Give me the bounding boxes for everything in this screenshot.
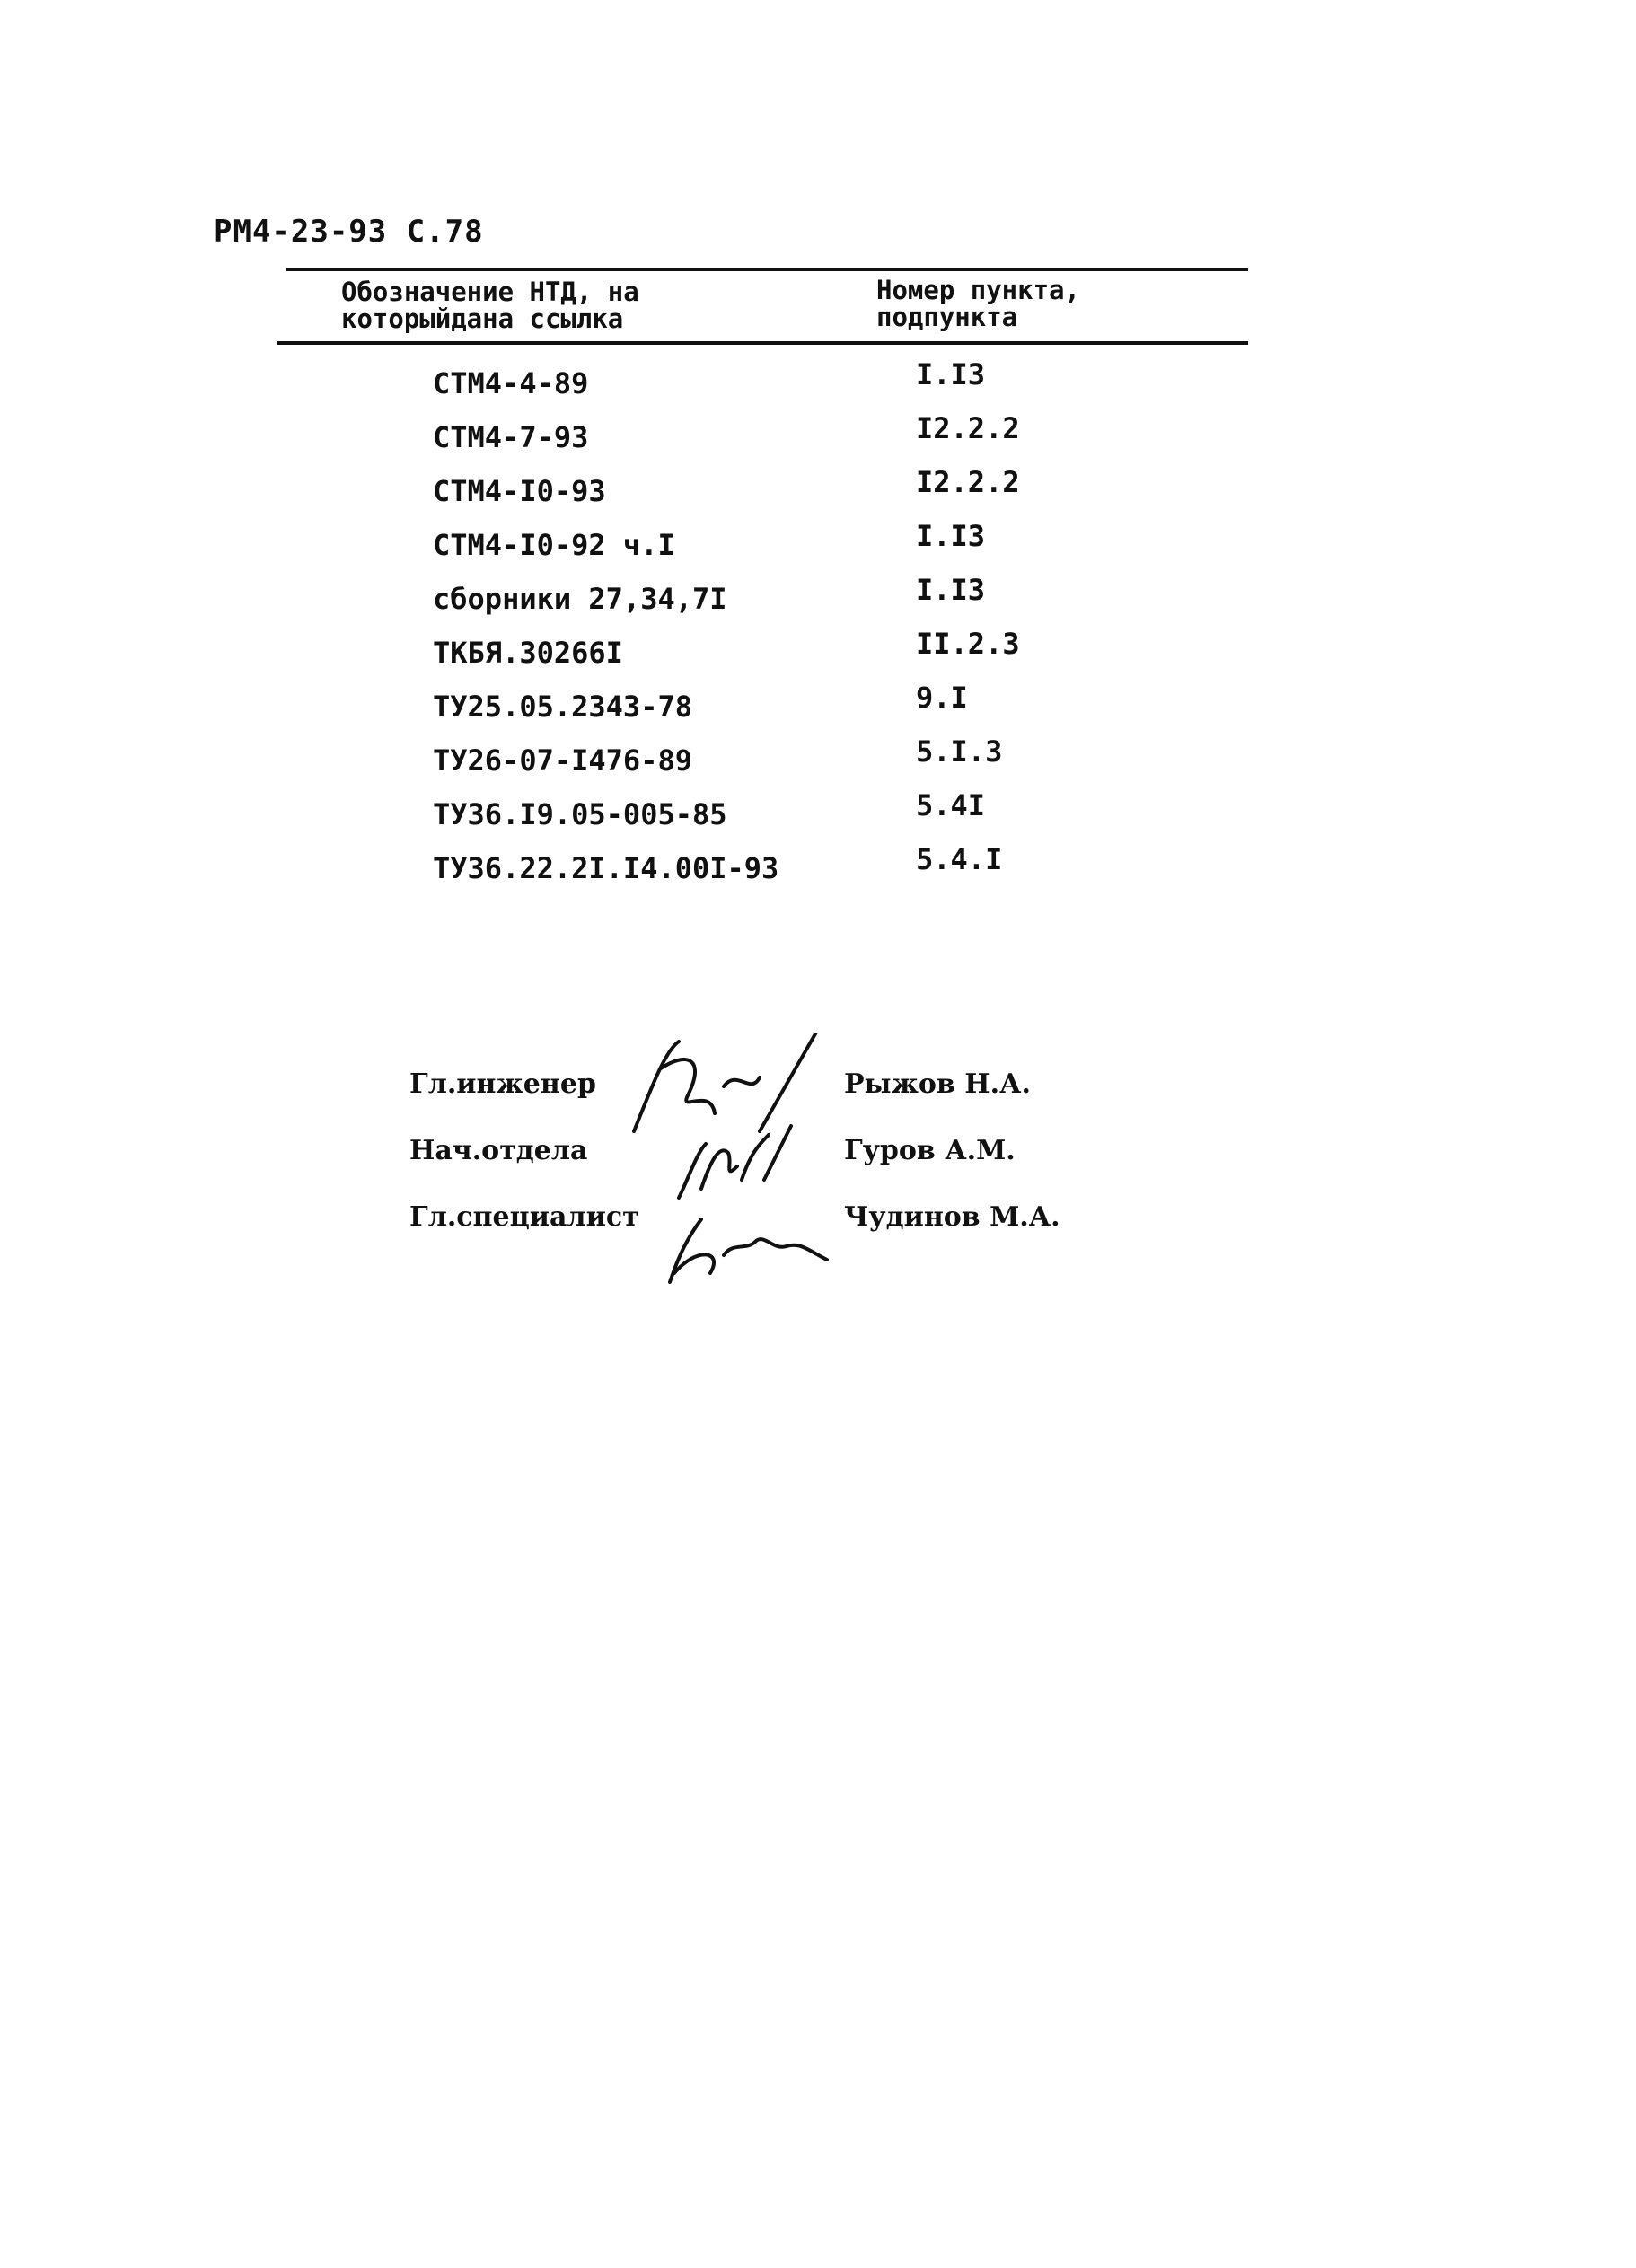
- document-designation: ТУ36.I9.05-005-85: [433, 797, 727, 831]
- table-row: [277, 515, 1248, 569]
- document-designation: СТМ4-I0-93: [433, 474, 606, 508]
- clause-number: II.2.3: [916, 627, 1020, 661]
- col-header-clause: Номер пункта, подпункта: [876, 275, 1080, 332]
- signature-block: [409, 1068, 1092, 1268]
- clause-number: 9.I: [916, 681, 968, 715]
- table-row: [277, 623, 1248, 677]
- table-row: [277, 785, 1248, 839]
- signer-name: Рыжов Н.А.: [844, 1068, 1031, 1100]
- page-code: РМ4-23-93 С.78: [214, 214, 484, 250]
- col-header-document: Обозначение НТД, на которыйдана ссылка: [341, 277, 639, 334]
- document-designation: ТКБЯ.30266I: [433, 636, 623, 670]
- signer-role: Гл.инженер: [409, 1068, 596, 1100]
- clause-number: I.I3: [916, 357, 986, 391]
- signer-name: Гуров А.М.: [844, 1135, 1016, 1166]
- table-row: [277, 354, 1248, 408]
- table-row: [277, 731, 1248, 785]
- document-designation: ТУ26-07-I476-89: [433, 743, 692, 778]
- handwritten-signature-icon: [625, 1165, 840, 1300]
- signature-row: [409, 1201, 1092, 1268]
- clause-number: 5.I.3: [916, 734, 1003, 769]
- document-designation: СТМ4-7-93: [433, 420, 589, 454]
- table-body: [277, 354, 1248, 892]
- table-row: [277, 839, 1248, 892]
- table-header-rule: [277, 341, 1248, 345]
- table-row: [277, 462, 1248, 515]
- clause-number: I2.2.2: [916, 411, 1020, 445]
- table-row: [277, 677, 1248, 731]
- document-designation: ТУ36.22.2I.I4.00I-93: [433, 851, 779, 885]
- document-designation: СТМ4-4-89: [433, 366, 589, 400]
- reference-table: [277, 268, 1248, 892]
- clause-number: 5.4I: [916, 788, 986, 822]
- table-row: [277, 408, 1248, 462]
- clause-number: I.I3: [916, 519, 986, 553]
- signer-name: Чудинов М.А.: [844, 1201, 1060, 1233]
- document-designation: СТМ4-I0-92 ч.I: [433, 528, 675, 562]
- table-header-row: [277, 271, 1248, 341]
- clause-number: I2.2.2: [916, 465, 1020, 499]
- clause-number: 5.4.I: [916, 842, 1003, 876]
- document-designation: ТУ25.05.2343-78: [433, 690, 692, 724]
- signer-role: Гл.специалист: [409, 1201, 639, 1233]
- table-row: [277, 569, 1248, 623]
- document-designation: сборники 27,34,7I: [433, 582, 727, 616]
- signer-role: Нач.отдела: [409, 1135, 588, 1166]
- clause-number: I.I3: [916, 573, 986, 607]
